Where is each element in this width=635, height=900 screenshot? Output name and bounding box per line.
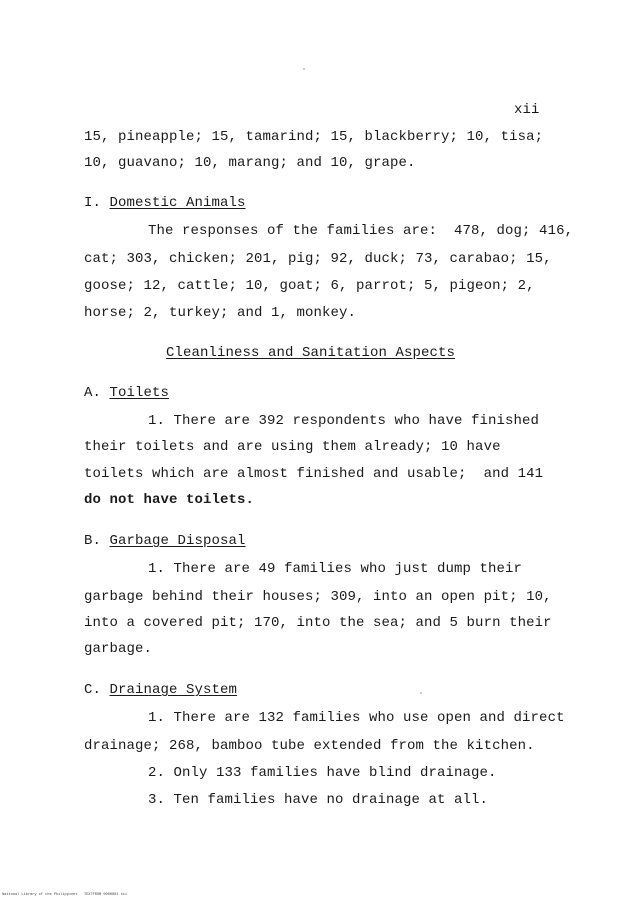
section-title: Toilets [109, 385, 170, 401]
section-label: I. [84, 195, 110, 211]
text-line: garbage. [84, 641, 153, 657]
section-label: B. [84, 533, 110, 549]
text-line: 1. There are 49 families who just dump their [148, 561, 523, 577]
text-line: into a covered pit; 170, into the sea; and 5 burn their [84, 615, 552, 631]
text-line: their toilets and are using them already; 10 have [84, 439, 501, 455]
text-line: cat; 303, chicken; 201, pig; 92, duck; 73, carabao; 15, [84, 251, 552, 267]
text-line: drainage; 268, bamboo tube extended from the kitchen. [84, 738, 535, 754]
text-line: 15, pineapple; 15, tamarind; 15, blackberry; 10, tisa; [84, 129, 544, 145]
section-label: A. [84, 385, 110, 401]
text-line: 10, guavano; 10, marang; and 10, grape. [84, 155, 416, 171]
section-label: C. [84, 682, 110, 698]
text-line: goose; 12, cattle; 10, goat; 6, parrot; 5, pigeon; 2, [84, 278, 535, 294]
section-heading-domestic-animals [84, 194, 246, 212]
text-line: garbage behind their houses; 309, into an open pit; 10, [84, 589, 552, 605]
section-heading-toilets [84, 384, 169, 402]
section-heading-garbage-disposal [84, 532, 246, 550]
text-line: 1. There are 132 families who use open and direct [148, 710, 565, 726]
page-number: xii [514, 102, 540, 118]
text-line: toilets which are almost finished and usable; and 141 [84, 466, 544, 482]
scan-footer: National Library of the Philippines TEXTFROM 0000001 xii [2, 893, 128, 897]
scan-speck [303, 68, 305, 70]
section-title: Drainage System [109, 682, 238, 698]
chapter-heading: Cleanliness and Sanitation Aspects [166, 345, 456, 361]
text-line: 1. There are 392 respondents who have finished [148, 413, 540, 429]
text-line: do not have toilets. [84, 492, 255, 508]
text-line: 3. Ten families have no drainage at all. [148, 792, 489, 808]
text-line: 2. Only 133 families have blind drainage. [148, 765, 497, 781]
scan-speck [420, 692, 422, 694]
section-title: Domestic Animals [109, 195, 246, 211]
section-heading-drainage-system [84, 681, 237, 699]
text-line: The responses of the families are: 478, dog; 416, [148, 223, 574, 239]
text-line: horse; 2, turkey; and 1, monkey. [84, 305, 357, 321]
section-title: Garbage Disposal [109, 533, 246, 549]
